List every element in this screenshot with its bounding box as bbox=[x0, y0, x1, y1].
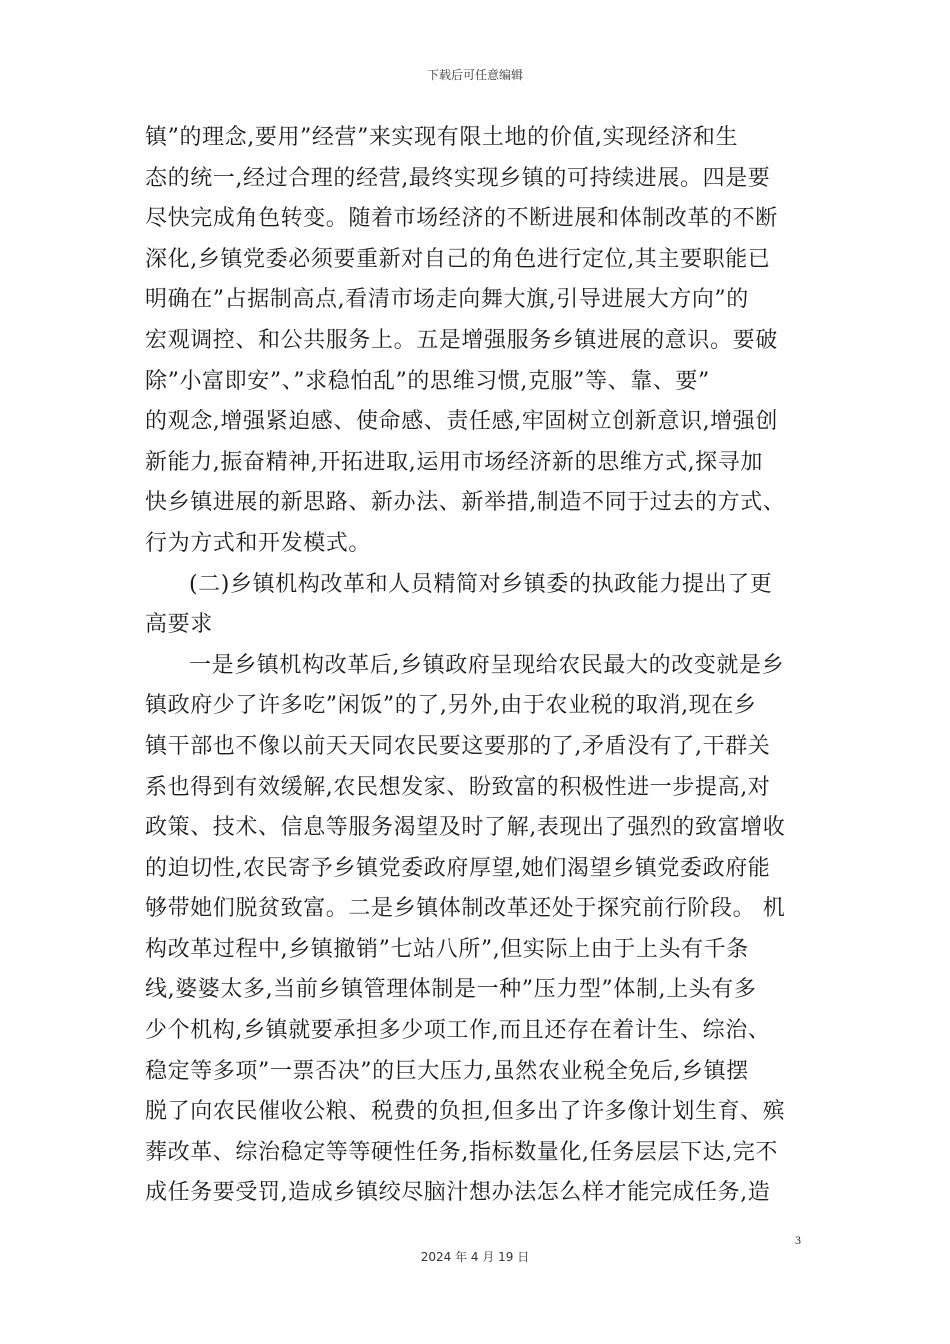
text-line: 除”小富即安”、”求稳怕乱”的思维习惯,克服”等、靠、要” bbox=[145, 368, 710, 394]
text-line: 明确在”占据制高点,看清市场走向舞大旗,引导进展大方向”的 bbox=[145, 287, 749, 313]
text-line: 政策、技术、信息等服务渴望及时了解,表现出了强烈的致富增收 bbox=[145, 815, 786, 841]
text-line: 的迫切性,农民寄予乡镇党委政府厚望,她们渴望乡镇党委政府能 bbox=[145, 855, 771, 881]
text-line: 宏观调控、和公共服务上。五是增强服务乡镇进展的意识。要破 bbox=[145, 327, 778, 353]
text-line: 少个机构,乡镇就要承担多少项工作,而且还存在着计生、综治、 bbox=[145, 1018, 771, 1044]
text-line: 深化,乡镇党委必须要重新对自己的角色进行定位,其主要职能已 bbox=[145, 246, 771, 272]
text-line: 脱了向农民催收公粮、税费的负担,但多出了许多像计划生育、殡 bbox=[145, 1099, 786, 1125]
text-line: 稳定等多项”一票否决”的巨大压力,虽然农业税全免后,乡镇摆 bbox=[145, 1058, 749, 1084]
text-line: 的观念,增强紧迫感、使命感、责任感,牢固树立创新意识,增强创 bbox=[145, 409, 778, 435]
text-line: 镇”的理念,要用”经营”来实现有限土地的价值,实现经济和生 bbox=[145, 125, 739, 150]
page-header: 下载后可任意编辑 bbox=[426, 68, 523, 82]
text-line: 够带她们脱贫致富。二是乡镇体制改革还处于探究前行阶段。 机 bbox=[145, 896, 786, 922]
text-line: 尽快完成角色转变。随着市场经济的不断进展和体制改革的不断 bbox=[145, 206, 778, 232]
text-line: 行为方式和开发模式。 bbox=[145, 530, 372, 556]
section-heading-line: (二)乡镇机构改革和人员精简对乡镇委的执政能力提出了更 bbox=[189, 571, 773, 597]
text-line: 系也得到有效缓解,农民想发家、盼致富的积极性进一步提高,对 bbox=[145, 774, 771, 800]
body-text bbox=[145, 118, 807, 1214]
text-line: 镇干部也不像以前天天同农民要这要那的了,矛盾没有了,干群关 bbox=[145, 733, 771, 759]
text-line: 态的统一,经过合理的经营,最终实现乡镇的可持续进展。四是要 bbox=[145, 165, 771, 191]
page-footer-date: 2024 年 4 月 19 日 bbox=[420, 1250, 530, 1264]
text-line: 构改革过程中,乡镇撤销”七站八所”,但实际上由于上头有千条 bbox=[145, 936, 749, 962]
text-line: 快乡镇进展的新思路、新办法、新举措,制造不同于过去的方式、 bbox=[145, 490, 786, 516]
page-number: 3 bbox=[795, 1233, 801, 1247]
text-line: 镇政府少了许多吃”闲饭”的了,另外,由于农业税的取消,现在乡 bbox=[145, 693, 757, 719]
text-line: 葬改革、综治稳定等等硬性任务,指标数量化,任务层层下达,完不 bbox=[145, 1139, 778, 1165]
text-line: 一是乡镇机构改革后,乡镇政府呈现给农民最大的改变就是乡 bbox=[189, 652, 785, 678]
text-line: 成任务要受罚,造成乡镇绞尽脑汁想办法怎么样才能完成任务,造 bbox=[145, 1180, 771, 1206]
text-line: 线,婆婆太多,当前乡镇管理体制是一种”压力型”体制,上头有多 bbox=[145, 977, 757, 1003]
text-line: 新能力,振奋精神,开拓进取,运用市场经济新的思维方式,探寻加 bbox=[145, 449, 763, 475]
section-heading-line: 高要求 bbox=[145, 612, 213, 638]
